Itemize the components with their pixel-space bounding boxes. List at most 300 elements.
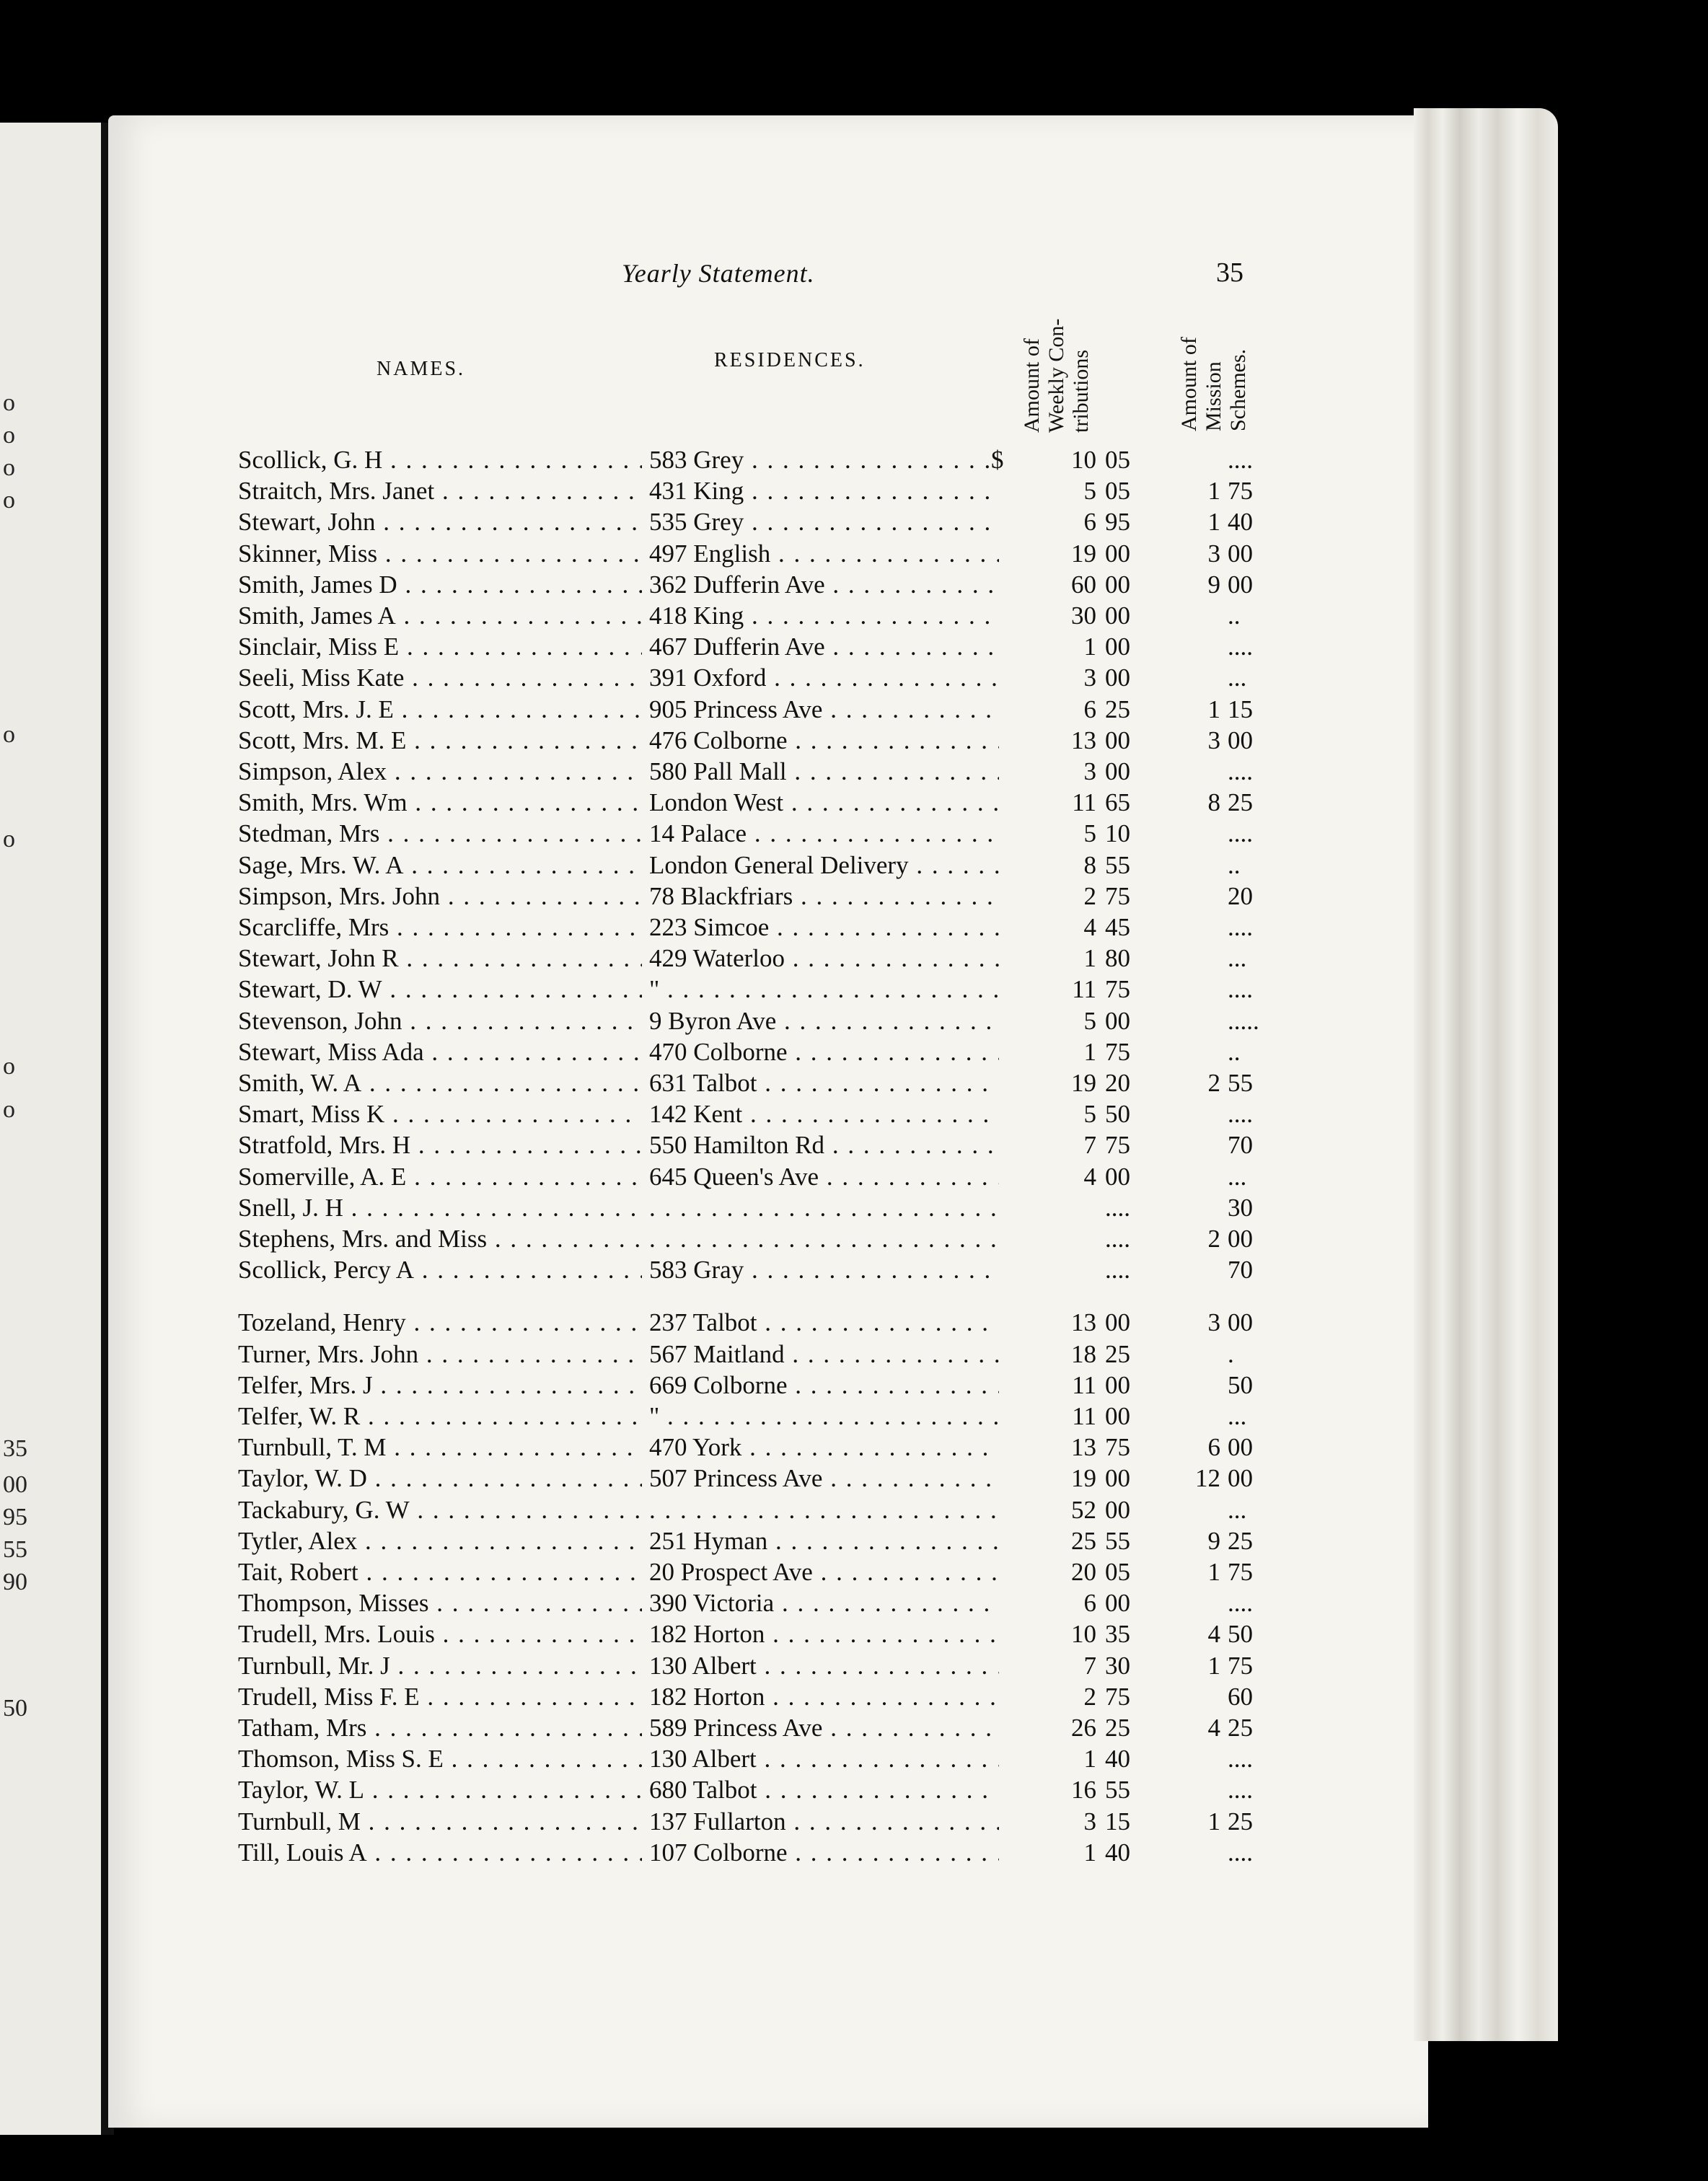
weekly-cents-cell: .... <box>1105 1193 1130 1222</box>
mission-cents-cell: .... <box>1228 633 1253 661</box>
residence-cell: 631 Talbot . . . <box>649 1067 999 1099</box>
name-cell: Stratfold, Mrs. H . . . <box>238 1129 642 1161</box>
mission-cents-cell: ..... <box>1228 1006 1259 1035</box>
residence-cell <box>649 1223 999 1255</box>
name-cell: Scollick, G. H . . . <box>238 444 642 476</box>
weekly-cents-cell: 75 <box>1105 1433 1130 1462</box>
weekly-cents-cell: 05 <box>1105 477 1130 506</box>
residence-cell: London West . . . <box>649 787 999 819</box>
facing-page-fragment: o <box>3 422 15 449</box>
mission-cents-cell: 60 <box>1228 1682 1253 1711</box>
weekly-dollars-cell: 5 <box>1083 819 1096 848</box>
name-cell: Thomson, Miss S. E . . . <box>238 1743 642 1775</box>
residence-cell: 390 Victoria . . . <box>649 1587 999 1619</box>
weekly-cents-cell: 00 <box>1105 633 1130 661</box>
mission-dollars-cell: 4 <box>1207 1714 1220 1742</box>
name-cell: Smith, James A . . . <box>238 600 642 632</box>
facing-page-fragment: 00 <box>3 1471 27 1498</box>
table-row <box>0 444 1370 476</box>
weekly-cents-cell: 75 <box>1105 1682 1130 1711</box>
weekly-cents-cell: 00 <box>1105 570 1130 599</box>
weekly-cents-cell: 95 <box>1105 508 1130 537</box>
weekly-cents-cell: 55 <box>1105 850 1130 879</box>
table-row <box>0 1036 1370 1068</box>
name-cell: Turnbull, T. M . . . <box>238 1432 642 1463</box>
weekly-dollars-cell: 1 <box>1083 944 1096 973</box>
weekly-cents-cell: 00 <box>1105 1162 1130 1191</box>
residence-cell: 431 King . . . <box>649 475 999 507</box>
weekly-cents-cell: 00 <box>1105 1495 1130 1524</box>
mission-cents-cell: .... <box>1228 819 1253 848</box>
mission-cents-cell: 25 <box>1228 1714 1253 1742</box>
name-cell: Scarcliffe, Mrs . . . <box>238 912 642 943</box>
weekly-dollars-cell: 19 <box>1071 539 1096 568</box>
table-row <box>0 569 1370 601</box>
weekly-cents-cell: 55 <box>1105 1526 1130 1555</box>
table-row <box>0 1556 1370 1588</box>
table-row <box>0 600 1370 632</box>
residence-cell: 680 Talbot . . . <box>649 1774 999 1806</box>
table-row <box>0 1743 1370 1775</box>
mission-cents-cell: .... <box>1228 1838 1253 1867</box>
weekly-dollars-cell: 30 <box>1071 602 1096 630</box>
facing-page-fragment: 95 <box>3 1504 27 1530</box>
facing-page-fragment: o <box>3 826 15 852</box>
table-row <box>0 662 1370 694</box>
residence-cell: 905 Princess Ave . . . <box>649 694 999 726</box>
residence-cell: 467 Dufferin Ave . . . <box>649 631 999 663</box>
mission-cents-cell: 20 <box>1228 881 1253 910</box>
table-row <box>0 850 1370 881</box>
table-row <box>0 1370 1370 1401</box>
facing-page-fragment: o <box>3 454 15 481</box>
table-row <box>0 631 1370 663</box>
residence-cell: 580 Pall Mall . . . <box>649 756 999 788</box>
weekly-dollars-cell: 13 <box>1071 1433 1096 1462</box>
name-cell: Telfer, W. R . . . <box>238 1401 642 1432</box>
facing-page-fragment: o <box>3 487 15 514</box>
name-cell: Snell, J. H . . . <box>238 1192 642 1224</box>
table-row <box>0 1650 1370 1682</box>
weekly-cents-cell: 40 <box>1105 1838 1130 1867</box>
residence-cell: 589 Princess Ave . . . <box>649 1712 999 1744</box>
mission-cents-cell: 75 <box>1228 1651 1253 1680</box>
weekly-cents-cell: 05 <box>1105 446 1130 474</box>
mission-dollars-cell: 4 <box>1207 1620 1220 1649</box>
mission-cents-cell: .... <box>1228 1745 1253 1774</box>
table-row <box>0 1525 1370 1557</box>
table-row <box>0 1339 1370 1370</box>
weekly-dollars-cell: 10 <box>1071 1620 1096 1649</box>
weekly-dollars-cell: 11 <box>1072 1370 1096 1399</box>
weekly-cents-cell: 00 <box>1105 726 1130 754</box>
mission-cents-cell: ... <box>1228 944 1247 973</box>
weekly-cents-cell: .... <box>1105 1225 1130 1253</box>
weekly-dollars-cell: 60 <box>1071 570 1096 599</box>
name-cell: Tait, Robert . . . <box>238 1556 642 1588</box>
table-row <box>0 912 1370 943</box>
name-cell: Stedman, Mrs . . . <box>238 818 642 850</box>
weekly-cents-cell: 00 <box>1105 757 1130 785</box>
weekly-dollars-cell: 1 <box>1083 1745 1096 1774</box>
residence-cell: 223 Simcoe . . . <box>649 912 999 943</box>
mission-cents-cell: .... <box>1228 757 1253 785</box>
names-column-header: NAMES. <box>377 358 466 380</box>
name-cell: Tatham, Mrs . . . <box>238 1712 642 1744</box>
table-row <box>0 943 1370 974</box>
name-cell: Scollick, Percy A . . . <box>238 1254 642 1286</box>
weekly-dollars-cell: 4 <box>1083 1162 1096 1191</box>
mission-dollars-cell: 12 <box>1195 1464 1220 1493</box>
residence-cell: 497 English . . . <box>649 538 999 570</box>
mission-cents-cell: 00 <box>1228 570 1253 599</box>
name-cell: Smart, Miss K . . . <box>238 1098 642 1130</box>
weekly-cents-cell: 05 <box>1105 1558 1130 1586</box>
mission-dollars-cell: 9 <box>1207 570 1220 599</box>
name-cell: Stewart, John . . . <box>238 506 642 538</box>
table-row <box>0 1401 1370 1432</box>
weekly-dollars-cell: 6 <box>1083 1589 1096 1618</box>
name-cell: Thompson, Misses . . . <box>238 1587 642 1619</box>
mission-cents-cell: .... <box>1228 913 1253 941</box>
mission-dollars-cell: 6 <box>1207 1433 1220 1462</box>
weekly-dollars-cell: 1 <box>1083 1838 1096 1867</box>
mission-cents-cell: .... <box>1228 975 1253 1004</box>
residence-cell: 583 Grey . . . <box>649 444 999 476</box>
table-row <box>0 1463 1370 1494</box>
table-row <box>0 1494 1370 1526</box>
page-edges <box>1414 108 1558 2041</box>
table-row <box>0 1712 1370 1744</box>
table-row <box>0 506 1370 538</box>
table-row <box>0 1618 1370 1650</box>
residence-cell: 182 Horton . . . <box>649 1681 999 1713</box>
mission-dollars-cell: 1 <box>1207 1807 1220 1836</box>
weekly-dollars-cell: 11 <box>1072 1402 1096 1430</box>
mission-cents-cell: 30 <box>1228 1193 1253 1222</box>
residence-cell: 391 Oxford . . . <box>649 662 999 694</box>
mission-cents-cell: 00 <box>1228 539 1253 568</box>
mission-cents-cell: 15 <box>1228 695 1253 723</box>
table-row <box>0 1098 1370 1130</box>
name-cell: Tozeland, Henry . . . <box>238 1307 642 1339</box>
mission-cents-cell: 00 <box>1228 1464 1253 1493</box>
weekly-dollars-cell: 3 <box>1083 664 1096 692</box>
residence-cell: 130 Albert . . . <box>649 1743 999 1775</box>
mission-cents-cell: 00 <box>1228 1225 1253 1253</box>
weekly-cents-cell: 75 <box>1105 1037 1130 1066</box>
mission-cents-cell: 70 <box>1228 1131 1253 1160</box>
residence-cell: 470 Colborne . . . <box>649 1036 999 1068</box>
mission-cents-cell: .. <box>1228 850 1241 879</box>
weekly-dollars-cell: 1 <box>1083 1037 1096 1066</box>
weekly-dollars-cell: 20 <box>1071 1558 1096 1586</box>
weekly-dollars-cell: 26 <box>1071 1714 1096 1742</box>
name-cell: Scott, Mrs. J. E . . . <box>238 694 642 726</box>
weekly-dollars-cell: 6 <box>1083 695 1096 723</box>
name-cell: Sinclair, Miss E . . . <box>238 631 642 663</box>
weekly-cents-cell: 00 <box>1105 1402 1130 1430</box>
mission-cents-cell: 25 <box>1228 1807 1253 1836</box>
table-row <box>0 1005 1370 1037</box>
mission-dollars-cell: 2 <box>1207 1069 1220 1097</box>
mission-cents-cell: 70 <box>1228 1256 1253 1285</box>
table-row <box>0 881 1370 912</box>
table-row <box>0 1223 1370 1255</box>
mission-cents-cell: 25 <box>1228 788 1253 817</box>
name-cell: Stevenson, John . . . <box>238 1005 642 1037</box>
residences-column-header: RESIDENCES. <box>714 349 866 371</box>
table-row <box>0 787 1370 819</box>
weekly-cents-cell: 15 <box>1105 1807 1130 1836</box>
table-row <box>0 1307 1370 1339</box>
weekly-dollars-cell: 13 <box>1071 1308 1096 1337</box>
weekly-cents-cell: 80 <box>1105 944 1130 973</box>
mission-dollars-cell: 8 <box>1207 788 1220 817</box>
weekly-cents-cell: 25 <box>1105 1714 1130 1742</box>
weekly-cents-cell: 00 <box>1105 1464 1130 1493</box>
table-row <box>0 818 1370 850</box>
mission-cents-cell: .... <box>1228 446 1253 474</box>
mission-dollars-cell: 1 <box>1207 508 1220 537</box>
name-cell: Smith, Mrs. Wm . . . <box>238 787 642 819</box>
name-cell: Till, Louis A . . . <box>238 1837 642 1869</box>
facing-page-fragment: 55 <box>3 1536 27 1563</box>
weekly-dollars-cell: 3 <box>1083 757 1096 785</box>
weekly-cents-cell: 45 <box>1105 913 1130 941</box>
residence-cell: 507 Princess Ave . . . <box>649 1463 999 1494</box>
name-cell: Trudell, Mrs. Louis . . . <box>238 1618 642 1650</box>
weekly-dollars-cell: 16 <box>1071 1776 1096 1805</box>
mission-cents-cell: .. <box>1228 602 1241 630</box>
name-cell: Telfer, Mrs. J . . . <box>238 1370 642 1401</box>
facing-page-fragment: o <box>3 721 15 748</box>
residence-cell: 645 Queen's Ave . . . <box>649 1161 999 1193</box>
mission-cents-cell: ... <box>1228 1162 1247 1191</box>
mission-cents-cell: 75 <box>1228 477 1253 506</box>
weekly-cents-cell: 25 <box>1105 695 1130 723</box>
residence-cell: 550 Hamilton Rd . . . <box>649 1129 999 1161</box>
residence-cell: 130 Albert . . . <box>649 1650 999 1682</box>
residence-cell: " . . . <box>649 1401 999 1432</box>
mission-cents-cell: 55 <box>1228 1069 1253 1097</box>
facing-page-fragment: o <box>3 389 15 416</box>
name-cell: Smith, James D . . . <box>238 569 642 601</box>
mission-dollars-cell: 1 <box>1207 695 1220 723</box>
mission-cents-cell: .. <box>1228 1037 1241 1066</box>
mission-cents-cell: ... <box>1228 664 1247 692</box>
mission-cents-cell: . <box>1228 1339 1234 1368</box>
mission-cents-cell: .... <box>1228 1100 1253 1129</box>
mission-cents-cell: 00 <box>1228 1433 1253 1462</box>
weekly-cents-cell: 00 <box>1105 539 1130 568</box>
table-row <box>0 538 1370 570</box>
weekly-dollars-cell: 10 <box>1071 446 1096 474</box>
residence-cell: 78 Blackfriars . . . <box>649 881 999 912</box>
weekly-dollars-cell: 4 <box>1083 913 1096 941</box>
table-row <box>0 1681 1370 1713</box>
residence-cell: 182 Horton . . . <box>649 1618 999 1650</box>
residence-cell: 470 York . . . <box>649 1432 999 1463</box>
weekly-cents-cell: 00 <box>1105 602 1130 630</box>
name-cell: Sage, Mrs. W. A . . . <box>238 850 642 881</box>
residence-cell: 237 Talbot . . . <box>649 1307 999 1339</box>
table-row <box>0 1837 1370 1869</box>
weekly-dollars-cell: 2 <box>1083 881 1096 910</box>
weekly-contributions-column-header: Amount of Weekly Con- tributions <box>1020 318 1093 433</box>
table-row <box>0 1067 1370 1099</box>
weekly-dollars-cell: 5 <box>1083 477 1096 506</box>
residence-cell: 14 Palace . . . <box>649 818 999 850</box>
weekly-cents-cell: 35 <box>1105 1620 1130 1649</box>
weekly-dollars-cell: 7 <box>1083 1131 1096 1160</box>
name-cell: Stewart, John R . . . <box>238 943 642 974</box>
name-cell: Simpson, Mrs. John . . . <box>238 881 642 912</box>
weekly-cents-cell: 50 <box>1105 1100 1130 1129</box>
name-cell: Seeli, Miss Kate . . . <box>238 662 642 694</box>
name-cell: Turner, Mrs. John . . . <box>238 1339 642 1370</box>
mission-cents-cell: 25 <box>1228 1526 1253 1555</box>
weekly-cents-cell: 25 <box>1105 1339 1130 1368</box>
residence-cell: 251 Hyman . . . <box>649 1525 999 1557</box>
mission-cents-cell: 00 <box>1228 726 1253 754</box>
residence-cell: 418 King . . . <box>649 600 999 632</box>
running-head-title: Yearly Statement. <box>622 259 815 288</box>
residence-cell: 362 Dufferin Ave . . . <box>649 569 999 601</box>
residence-cell: 9 Byron Ave . . . <box>649 1005 999 1037</box>
weekly-dollars-cell: 11 <box>1072 975 1096 1004</box>
weekly-dollars-cell: 2 <box>1083 1682 1096 1711</box>
table-row <box>0 1129 1370 1161</box>
weekly-cents-cell: 30 <box>1105 1651 1130 1680</box>
weekly-dollars-cell: 5 <box>1083 1006 1096 1035</box>
weekly-dollars-cell: 19 <box>1071 1069 1096 1097</box>
mission-cents-cell: 75 <box>1228 1558 1253 1586</box>
mission-cents-cell: ... <box>1228 1402 1247 1430</box>
weekly-dollars-cell: 13 <box>1071 726 1096 754</box>
name-cell: Taylor, W. L . . . <box>238 1774 642 1806</box>
name-cell: Stephens, Mrs. and Miss . . . <box>238 1223 642 1255</box>
weekly-dollars-cell: 5 <box>1083 1100 1096 1129</box>
weekly-dollars-cell: 8 <box>1083 850 1096 879</box>
mission-dollars-cell: 1 <box>1207 477 1220 506</box>
weekly-dollars-cell: 19 <box>1071 1464 1096 1493</box>
residence-cell: 429 Waterloo . . . <box>649 943 999 974</box>
name-cell: Turnbull, M . . . <box>238 1806 642 1838</box>
mission-dollars-cell: 9 <box>1207 1526 1220 1555</box>
table-row <box>0 725 1370 757</box>
table-row <box>0 1192 1370 1224</box>
table-row <box>0 1774 1370 1806</box>
weekly-dollars-cell: 11 <box>1072 788 1096 817</box>
table-row <box>0 1806 1370 1838</box>
weekly-cents-cell: 75 <box>1105 1131 1130 1160</box>
weekly-cents-cell: 00 <box>1105 1589 1130 1618</box>
mission-dollars-cell: 3 <box>1207 1308 1220 1337</box>
mission-cents-cell: 00 <box>1228 1308 1253 1337</box>
mission-dollars-cell: 2 <box>1207 1225 1220 1253</box>
residence-cell: 583 Gray . . . <box>649 1254 999 1286</box>
mission-cents-cell: 50 <box>1228 1620 1253 1649</box>
table-row <box>0 475 1370 507</box>
name-cell: Skinner, Miss . . . <box>238 538 642 570</box>
facing-page-fragment: 50 <box>3 1695 27 1722</box>
residence-cell: 142 Kent . . . <box>649 1098 999 1130</box>
name-cell: Tackabury, G. W . . . <box>238 1494 642 1526</box>
residence-cell: 476 Colborne . . . <box>649 725 999 757</box>
table-row <box>0 694 1370 726</box>
name-cell: Simpson, Alex . . . <box>238 756 642 788</box>
facing-page-fragment: o <box>3 1096 15 1123</box>
mission-schemes-column-header: Amount of Mission Schemes. <box>1177 337 1250 431</box>
residence-cell: 20 Prospect Ave . . . <box>649 1556 999 1588</box>
facing-page-fragment: o <box>3 1053 15 1080</box>
weekly-cents-cell: 75 <box>1105 975 1130 1004</box>
weekly-cents-cell: 55 <box>1105 1776 1130 1805</box>
weekly-cents-cell: 00 <box>1105 1308 1130 1337</box>
name-cell: Straitch, Mrs. Janet . . . <box>238 475 642 507</box>
weekly-cents-cell: 75 <box>1105 881 1130 910</box>
weekly-cents-cell: 40 <box>1105 1745 1130 1774</box>
name-cell: Stewart, D. W . . . <box>238 974 642 1005</box>
name-cell: Scott, Mrs. M. E . . . <box>238 725 642 757</box>
weekly-dollars-cell: 7 <box>1083 1651 1096 1680</box>
weekly-cents-cell: 20 <box>1105 1069 1130 1097</box>
weekly-cents-cell: .... <box>1105 1256 1130 1285</box>
residence-cell: " . . . <box>649 974 999 1005</box>
mission-dollars-cell: 3 <box>1207 539 1220 568</box>
mission-cents-cell: .... <box>1228 1776 1253 1805</box>
weekly-cents-cell: 10 <box>1105 819 1130 848</box>
mission-cents-cell: 50 <box>1228 1370 1253 1399</box>
page-number: 35 <box>1216 257 1243 288</box>
facing-page-fragment: 35 <box>3 1435 27 1462</box>
name-cell: Taylor, W. D . . . <box>238 1463 642 1494</box>
weekly-dollars-cell: 52 <box>1071 1495 1096 1524</box>
table-row <box>0 1432 1370 1463</box>
table-row <box>0 1161 1370 1193</box>
residence-cell <box>649 1494 999 1526</box>
residence-cell: 567 Maitland . . . <box>649 1339 999 1370</box>
mission-dollars-cell: 1 <box>1207 1651 1220 1680</box>
currency-symbol: $ <box>991 446 1004 474</box>
weekly-cents-cell: 00 <box>1105 1370 1130 1399</box>
name-cell: Trudell, Miss F. E . . . <box>238 1681 642 1713</box>
residence-cell: 669 Colborne . . . <box>649 1370 999 1401</box>
mission-dollars-cell: 3 <box>1207 726 1220 754</box>
weekly-cents-cell: 00 <box>1105 664 1130 692</box>
weekly-cents-cell: 65 <box>1105 788 1130 817</box>
mission-cents-cell: .... <box>1228 1589 1253 1618</box>
name-cell: Turnbull, Mr. J . . . <box>238 1650 642 1682</box>
facing-page-fragment: 90 <box>3 1569 27 1595</box>
residence-cell: 107 Colborne . . . <box>649 1837 999 1869</box>
weekly-dollars-cell: 25 <box>1071 1526 1096 1555</box>
weekly-dollars-cell: 3 <box>1083 1807 1096 1836</box>
residence-cell: London General Delivery . . . <box>649 850 999 881</box>
table-row <box>0 1587 1370 1619</box>
table-row <box>0 1254 1370 1286</box>
mission-dollars-cell: 1 <box>1207 1558 1220 1586</box>
residence-cell <box>649 1192 999 1224</box>
residence-cell: 137 Fullarton . . . <box>649 1806 999 1838</box>
name-cell: Stewart, Miss Ada . . . <box>238 1036 642 1068</box>
table-row <box>0 756 1370 788</box>
mission-cents-cell: ... <box>1228 1495 1247 1524</box>
weekly-cents-cell: 00 <box>1105 1006 1130 1035</box>
residence-cell: 535 Grey . . . <box>649 506 999 538</box>
name-cell: Smith, W. A . . . <box>238 1067 642 1099</box>
